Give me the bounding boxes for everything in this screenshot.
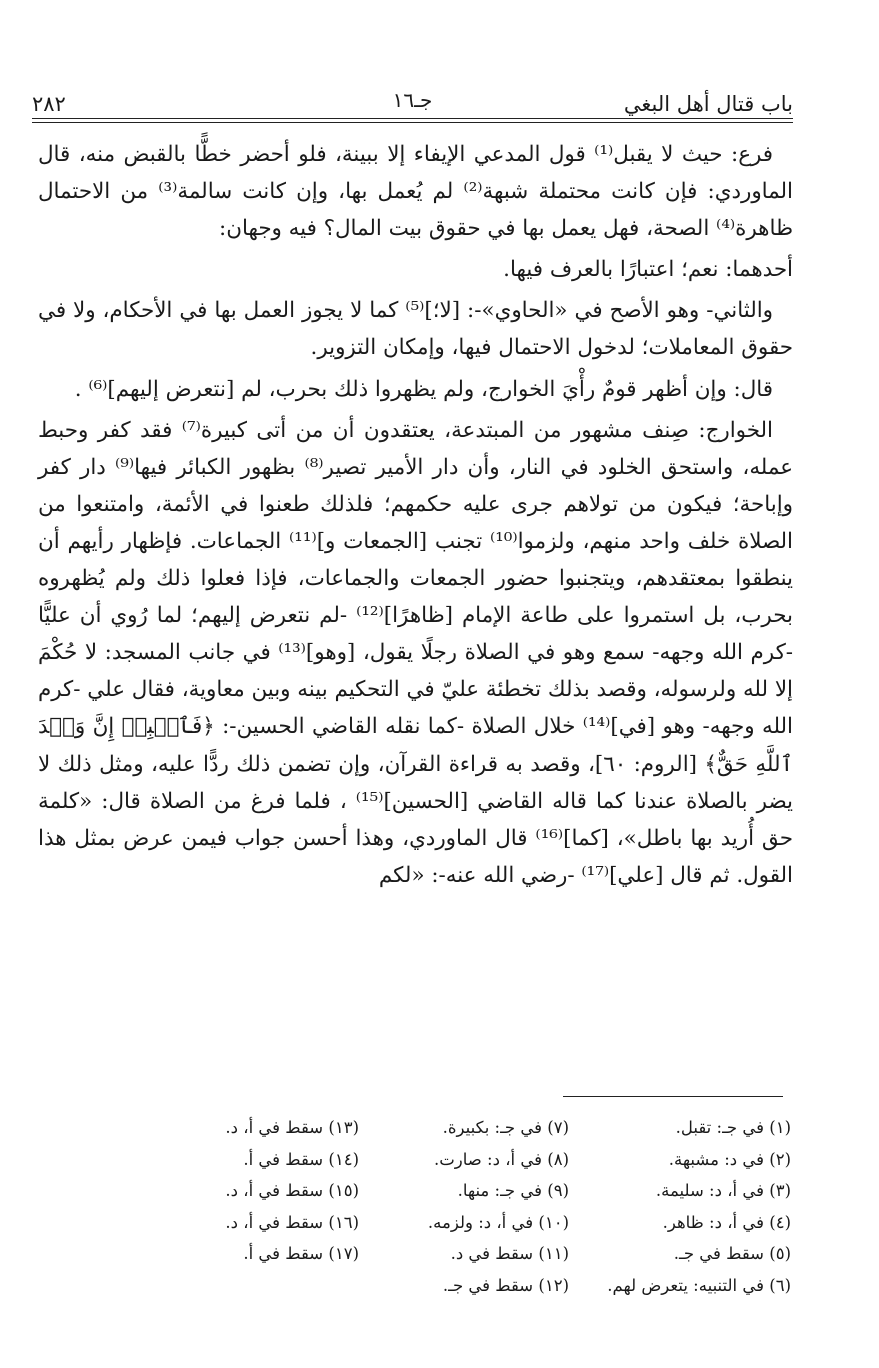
footnote-column bbox=[569, 1112, 791, 1312]
page-number: ٢٨٢ bbox=[32, 92, 66, 116]
paragraph-branch: فرع: حيث لا يقبل⁽¹⁾ قول المدعي الإيفاء إلا ببينة، فلو أحضر خطًّا بالقبض منه، قال الماوردي: فإن كانت محتملة شبهة⁽²⁾ لم يُعمل بها، وإن كانت سالمة⁽³⁾ من الاحتمال ظاهرة⁽⁴⁾ الصحة، فهل يعمل بها في حقوق بيت المال؟ فيه وجهان: bbox=[38, 142, 793, 242]
running-header bbox=[32, 80, 793, 116]
footnote: (١٥) سقط في أ، د. bbox=[225, 1181, 359, 1200]
footnote: (١١) سقط في د. bbox=[450, 1244, 569, 1263]
header-rule bbox=[32, 118, 793, 119]
main-text bbox=[38, 136, 793, 898]
footnote: (٩) في جـ: منها. bbox=[457, 1181, 569, 1200]
footnote: (١٣) سقط في أ، د. bbox=[225, 1118, 359, 1137]
footnote: (٢) في د: مشبهة. bbox=[668, 1149, 791, 1169]
footnote-rule bbox=[563, 1096, 783, 1097]
footnote: (٦) في التنبيه: يتعرض لهم. bbox=[607, 1275, 791, 1295]
header-rule-thin bbox=[32, 122, 793, 123]
footnote-column bbox=[159, 1112, 359, 1312]
footnote: (١٠) في أ، د: ولزمه. bbox=[427, 1212, 569, 1232]
footnote: (٨) في أ، د: صارت. bbox=[434, 1149, 569, 1169]
paragraph-matn: قال: وإن أظهر قومٌ رأْيَ الخوارج، ولم يظهروا ذلك بحرب، لم [نتعرض إليهم]⁽⁶⁾ . bbox=[74, 376, 773, 402]
footnote: (١٤) سقط في أ. bbox=[243, 1149, 359, 1169]
footnote: (١٢) سقط في جـ. bbox=[442, 1275, 569, 1295]
paragraph-first-opinion: أحدهما: نعم؛ اعتبارًا بالعرف فيها. bbox=[503, 257, 793, 283]
footnote: (١٧) سقط في أ. bbox=[243, 1244, 359, 1263]
footnote-column bbox=[359, 1112, 569, 1312]
footnote: (٣) في أ، د: سليمة. bbox=[655, 1181, 791, 1200]
footnote: (٧) في جـ: بكبيرة. bbox=[442, 1118, 569, 1137]
footnote: (٥) سقط في جـ. bbox=[673, 1244, 791, 1263]
volume-label: جـ١٦ bbox=[392, 88, 433, 112]
paragraph-second-opinion: والثاني- وهو الأصح في «الحاوي»-: [لا؛]⁽⁵⁾ كما لا يجوز العمل بها في الأحكام، ولا في حقوق المعاملات؛ لدخول الاحتمال فيها، وإمكان التزوير. bbox=[38, 298, 793, 361]
paragraph-khawarij: الخوارج: صِنف مشهور من المبتدعة، يعتقدون أن من أتى كبيرة⁽⁷⁾ فقد كفر وحبط عمله، واستحق الخلود في النار، وأن دار الأمير تصير⁽⁸⁾ بظهور الكبائر فيها⁽⁹⁾ دار كفر وإباحة؛ فيكون من تولاهم جرى عليه حكمهم؛ فلذلك طعنوا في الأئمة، وامتنعوا من الصلاة خلف واحد منهم، ولزموا⁽¹⁰⁾ تجنب [الجمعات و]⁽¹¹⁾ الجماعات. فإظهار رأيهم أن ينطقوا بمعتقدهم، ويتجنبوا حضور الجمعات والجماعات، فإذا فعلوا ذلك ولم يُظهروه بحرب، بل استمروا على طاعة الإمام [ظاهرًا]⁽¹²⁾ -لم نتعرض إليهم؛ لما رُوي أن عليًّا -كرم الله وجهه- سمع وهو في الصلاة رجلًا يقول، [وهو]⁽¹³⁾ في جانب المسجد: لا حُكْمَ إلا لله ولرسوله، وقصد بذلك تخطئة عليّ في التحكيم بينه وبين معاوية، فقال علي -كرم الله وجهه- وهو [في]⁽¹⁴⁾ خلال الصلاة -كما نقله القاضي الحسين-: ﴿فَٱصۡبِرۡ إِنَّ وَعۡدَ ٱللَّهِ حَقٌّ﴾ [الروم: ٦٠]، وقصد به قراءة القرآن، وإن تضمن ذلك ردًّا عليه، ومثل ذلك لا يضر بالصلاة عندنا كما قاله القاضي [الحسين]⁽¹⁵⁾ ، فلما فرغ من الصلاة قال: «كلمة حق أُريد بها باطل»، [كما]⁽¹⁶⁾ قال الماوردي، وهذا أحسن جواب فيمن عرض بمثل هذا القول. ثم قال [علي]⁽¹⁷⁾ -رضي الله عنه-: «لكم bbox=[38, 417, 794, 888]
footnotes bbox=[70, 1112, 791, 1312]
footnote: (١) في جـ: تقبل. bbox=[675, 1118, 791, 1137]
footnote: (١٦) سقط في أ، د. bbox=[225, 1212, 359, 1232]
chapter-title: باب قتال أهل البغي bbox=[623, 92, 793, 116]
footnote: (٤) في أ، د: ظاهر. bbox=[662, 1212, 791, 1232]
